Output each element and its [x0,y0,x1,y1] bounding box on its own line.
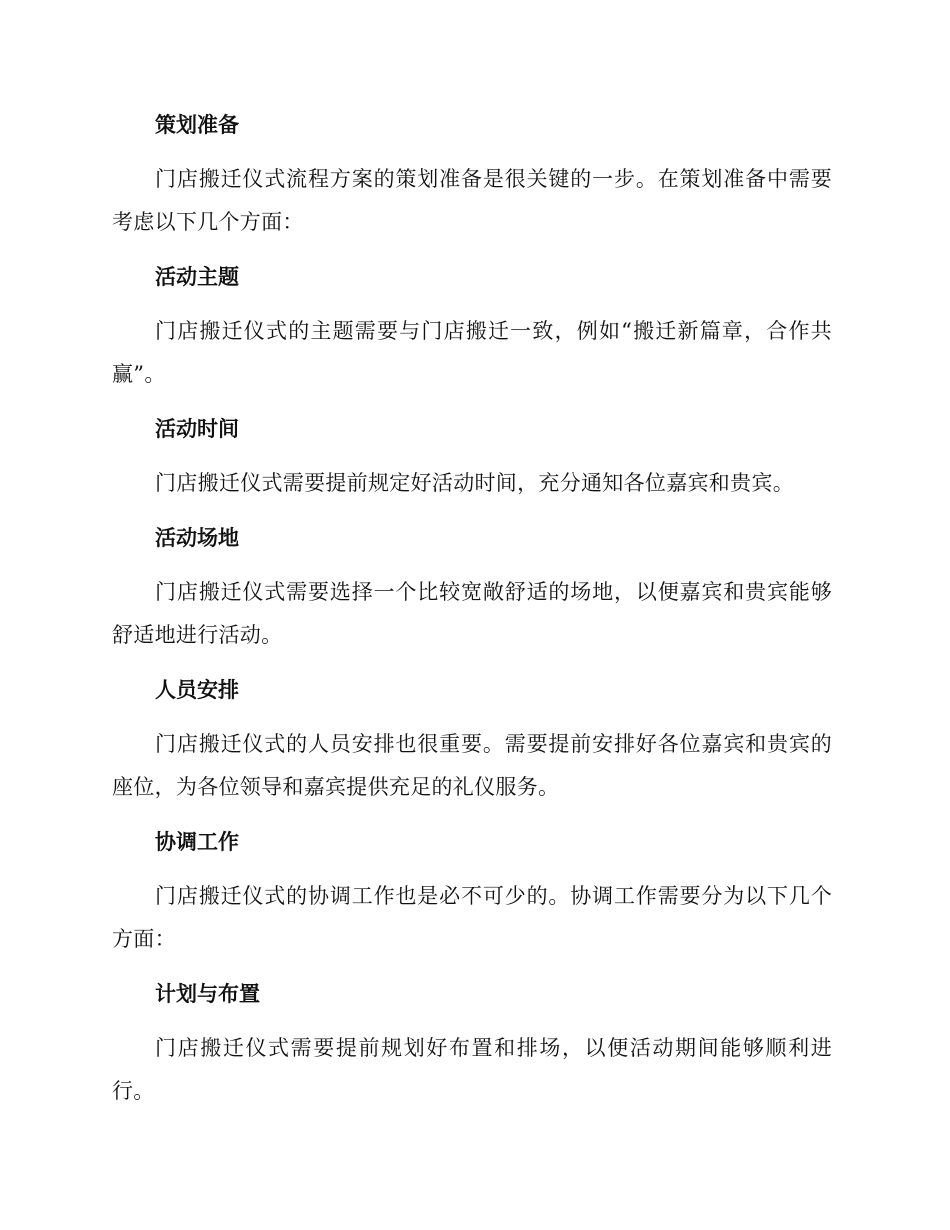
section-text-layout-plan: 门店搬迁仪式需要提前规划好布置和排场，以便活动期间能够顺利进行。 [112,1036,832,1103]
section-heading-theme: 活动主题 [155,265,239,289]
section-text-time: 门店搬迁仪式需要提前规定好活动时间，充分通知各位嘉宾和贵宾。 [155,471,794,495]
section-heading-layout-plan: 计划与布置 [155,982,260,1006]
section-heading-venue: 活动场地 [155,526,239,550]
section-text-planning: 门店搬迁仪式流程方案的策划准备是很关键的一步。在策划准备中需要考虑以下几个方面： [112,167,832,234]
document-body [112,108,832,1129]
section-heading-staffing: 人员安排 [155,678,239,702]
section-heading-coordination: 协调工作 [155,830,239,854]
section-heading-planning: 策划准备 [155,113,239,137]
section-text-theme: 门店搬迁仪式的主题需要与门店搬迁一致，例如“搬迁新篇章，合作共赢”。 [112,319,832,386]
section-text-venue: 门店搬迁仪式需要选择一个比较宽敞舒适的场地，以便嘉宾和贵宾能够舒适地进行活动。 [112,580,832,647]
section-text-staffing: 门店搬迁仪式的人员安排也很重要。需要提前安排好各位嘉宾和贵宾的座位，为各位领导和嘉宾提供充足的礼仪服务。 [112,732,832,799]
section-heading-time: 活动时间 [155,417,239,441]
section-text-coordination: 门店搬迁仪式的协调工作也是必不可少的。协调工作需要分为以下几个方面： [112,884,832,951]
